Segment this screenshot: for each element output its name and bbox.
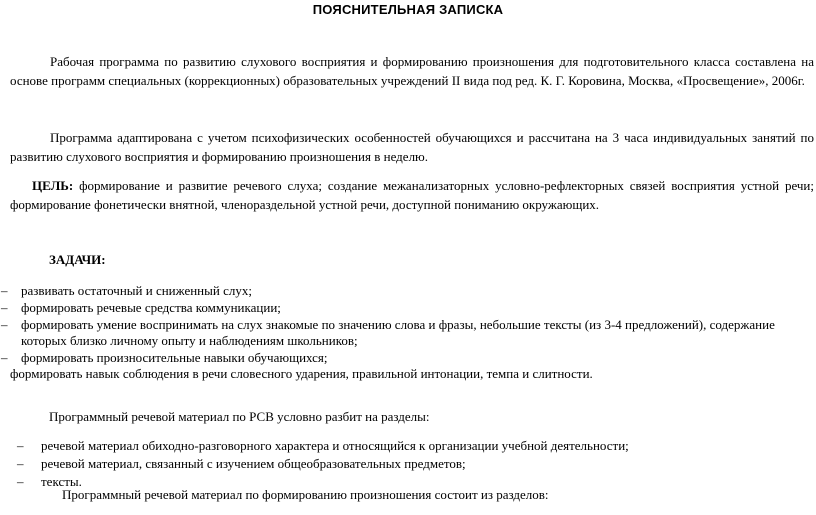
goal-text: формирование и развитие речевого слуха; создание межанализаторных условно-рефлекторных связей восприятия устной речи; формирование фонетически внятной, членораздельной устной речи, доступной пониманию окружающих. (10, 178, 814, 212)
bullet-dash: – (1, 350, 8, 365)
section-item-text: речевой материал обиходно-разговорного характера и относящийся к организации учебной деятельности; (41, 438, 629, 453)
bullet-dash: – (1, 283, 8, 298)
section-item (0, 456, 816, 472)
task-item-text: формировать произносительные навыки обучающихся; (21, 350, 328, 365)
task-item-text: развивать остаточный и сниженный слух; (21, 283, 252, 298)
sections-list (0, 438, 816, 490)
task-item (0, 300, 816, 316)
task-item (0, 317, 816, 349)
section-item-text: тексты. (41, 474, 82, 489)
task-item-text: формировать умение воспринимать на слух знакомые по значению слова и фразы, небольшие тексты (из 3-4 предложений), содержание которых близко личному опыту и наблюдениям школьников; (21, 317, 775, 348)
task-item (0, 350, 816, 366)
bullet-dash: – (17, 438, 24, 453)
document-title (0, 2, 816, 17)
goal-paragraph (10, 176, 814, 214)
bullet-dash: – (17, 474, 24, 489)
task-item (0, 283, 816, 299)
tasks-heading: ЗАДАЧИ: (49, 252, 106, 267)
bullet-dash: – (1, 300, 8, 315)
sections-intro: Программный речевой материал по РСВ условно разбит на разделы: (49, 409, 430, 424)
bullet-dash: – (17, 456, 24, 471)
goal-label: ЦЕЛЬ: (32, 178, 74, 193)
section-item (0, 438, 816, 454)
sections-closing: Программный речевой материал по формированию произношения состоит из разделов: (62, 487, 549, 502)
document-title-text: ПОЯСНИТЕЛЬНАЯ ЗАПИСКА (312, 2, 504, 17)
task-item-text: формировать речевые средства коммуникации; (21, 300, 281, 315)
tasks-list (0, 283, 816, 366)
program-paragraph: Программа адаптирована с учетом психофизических особенностей обучающихся и рассчитана на 3 часа индивидуальных занятий по развитию слухового восприятия и формированию произношения в неделю. (10, 130, 814, 164)
intro-paragraph: Рабочая программа по развитию слухового восприятия и формированию произношения для подготовительного класса составлена на основе программ специальных (коррекционных) образовательных учреждений II вида под ред. К. Г. Коровина, Москва, «Просвещение», 2006г. (10, 54, 814, 88)
bullet-dash: – (1, 317, 8, 332)
tasks-trailing-line: формировать навык соблюдения в речи словесного ударения, правильной интонации, темпа и слитности. (10, 366, 593, 381)
section-item-text: речевой материал, связанный с изучением общеобразовательных предметов; (41, 456, 466, 471)
